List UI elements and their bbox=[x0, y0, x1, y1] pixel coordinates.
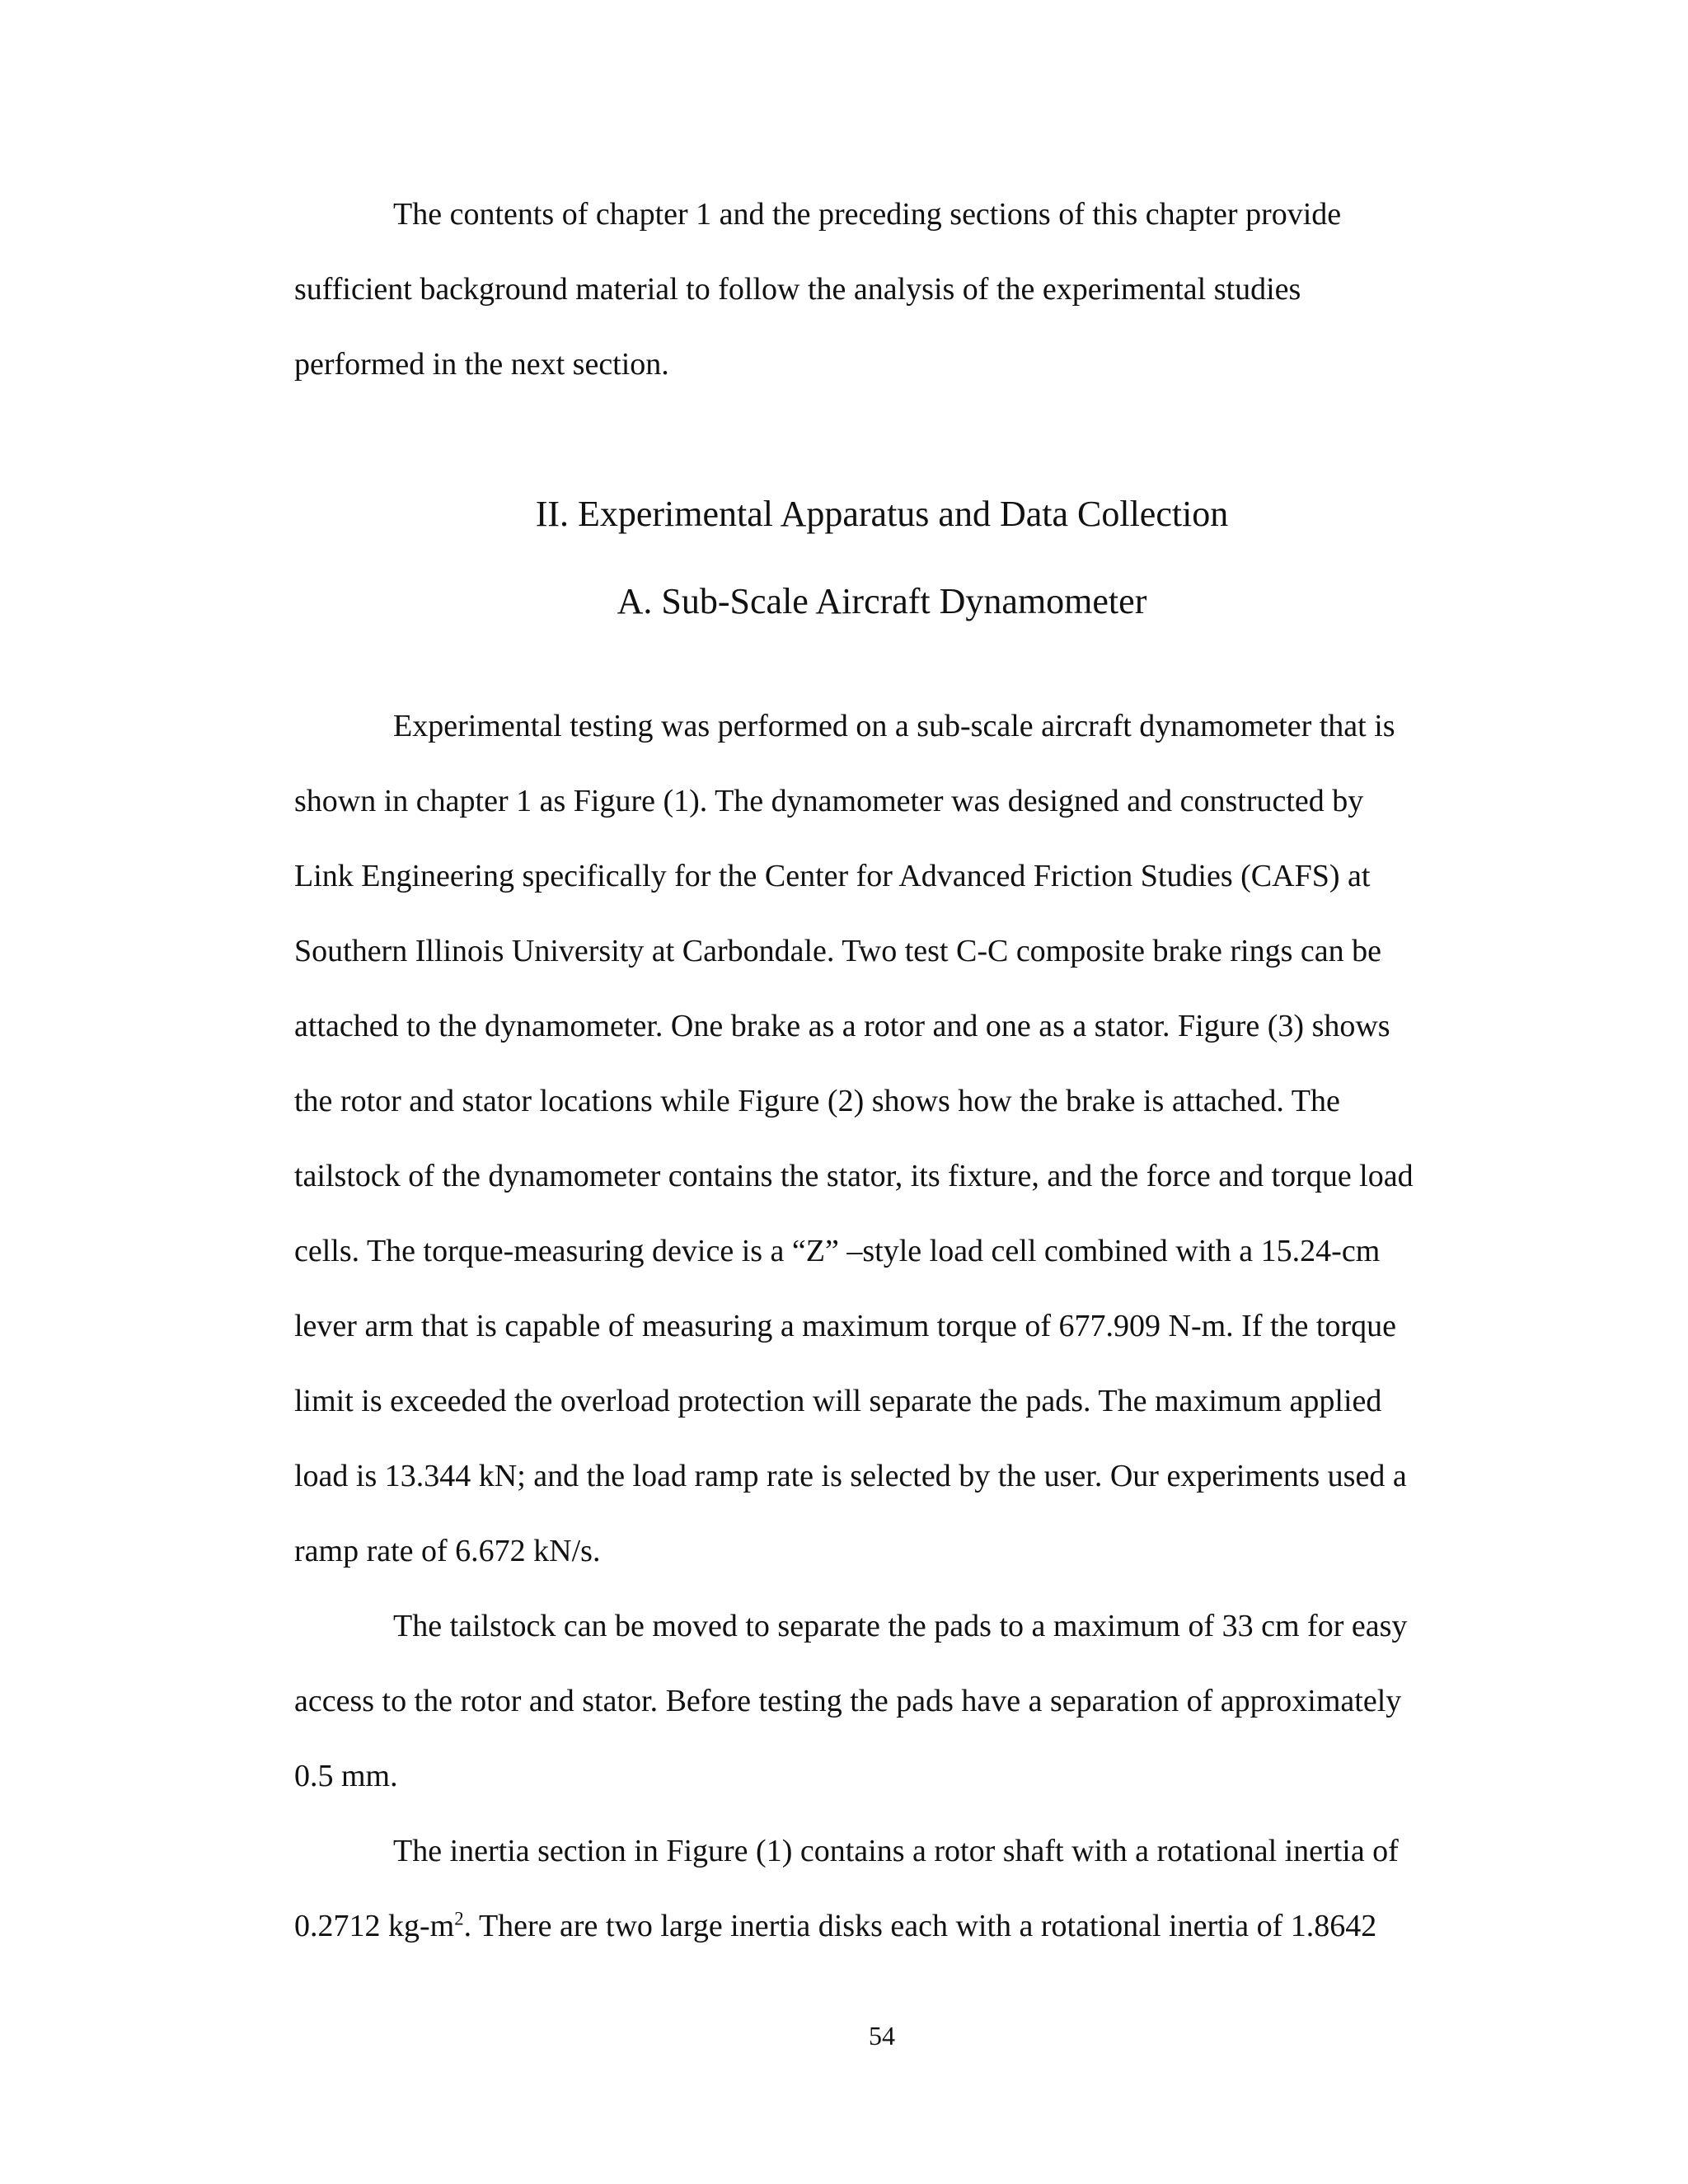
text-line: cells. The torque-measuring device is a “Z” –style load cell combined with a 15.24-cm bbox=[294, 1234, 1381, 1268]
page-number: 54 bbox=[869, 2021, 895, 2050]
text-line: The inertia section in Figure (1) contains a rotor shaft with a rotational inertia of bbox=[393, 1834, 1399, 1868]
section-heading: II. Experimental Apparatus and Data Collection bbox=[535, 494, 1229, 534]
text-line: ramp rate of 6.672 kN/s. bbox=[294, 1534, 601, 1568]
text-line: Southern Illinois University at Carbondale. Two test C-C composite brake rings can be bbox=[294, 934, 1381, 968]
paragraph-apparatus bbox=[294, 689, 1465, 1589]
text-line: Experimental testing was performed on a sub-scale aircraft dynamometer that is bbox=[393, 709, 1395, 743]
text-line: performed in the next section. bbox=[294, 347, 669, 382]
paragraph-tailstock-body bbox=[294, 1589, 1465, 1814]
intro-paragraph bbox=[294, 177, 1465, 402]
paragraph-inertia-body bbox=[294, 1814, 1465, 1964]
text-line: 0.5 mm. bbox=[294, 1759, 398, 1793]
text-line: sufficient background material to follow the analysis of the experimental studies bbox=[294, 272, 1301, 307]
text-line: limit is exceeded the overload protection will separate the pads. The maximum applied bbox=[294, 1384, 1382, 1418]
text-line: shown in chapter 1 as Figure (1). The dynamometer was designed and constructed by bbox=[294, 784, 1364, 818]
paragraph-tailstock bbox=[294, 1589, 1465, 1814]
text-line: Link Engineering specifically for the Center for Advanced Friction Studies (CAFS) at bbox=[294, 859, 1371, 893]
paragraph-apparatus-body bbox=[294, 689, 1465, 1589]
text-line: tailstock of the dynamometer contains the stator, its fixture, and the force and torque load bbox=[294, 1159, 1414, 1193]
text-line: load is 13.344 kN; and the load ramp rate is selected by the user. Our experiments used a bbox=[294, 1459, 1407, 1493]
paragraph-inertia bbox=[294, 1814, 1465, 1964]
text-line: attached to the dynamometer. One brake as a rotor and one as a stator. Figure (3) shows bbox=[294, 1009, 1390, 1043]
superscript-exponent: 2 bbox=[454, 1908, 464, 1929]
text-line: access to the rotor and stator. Before testing the pads have a separation of approximately bbox=[294, 1684, 1402, 1718]
text-line: the rotor and stator locations while Figure (2) shows how the brake is attached. The bbox=[294, 1084, 1340, 1118]
text-line: The tailstock can be moved to separate the pads to a maximum of 33 cm for easy bbox=[393, 1609, 1408, 1643]
text-line-end: . There are two large inertia disks each with a rotational inertia of 1.8642 bbox=[463, 1909, 1377, 1943]
text-line: The contents of chapter 1 and the preceding sections of this chapter provide bbox=[393, 197, 1342, 232]
text-line-start: 0.2712 kg-m bbox=[294, 1909, 455, 1943]
text-line: lever arm that is capable of measuring a maximum torque of 677.909 N-m. If the torque bbox=[294, 1309, 1396, 1343]
subsection-heading: A. Sub-Scale Aircraft Dynamometer bbox=[617, 581, 1147, 621]
intro-paragraph-body bbox=[294, 177, 1465, 402]
